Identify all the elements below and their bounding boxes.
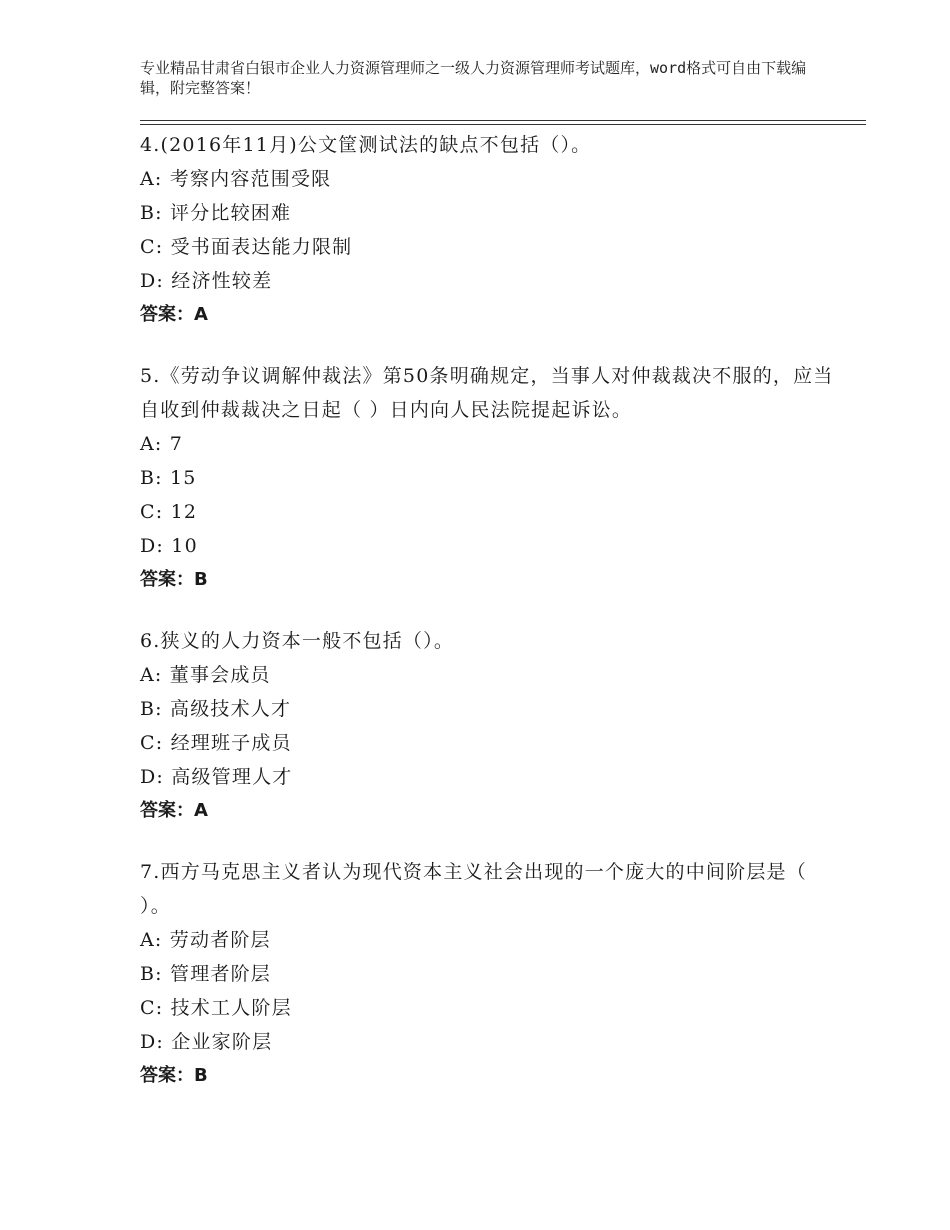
answer-label: 答案：A bbox=[140, 304, 208, 325]
question-4 bbox=[140, 128, 840, 332]
option-c: C: 12 bbox=[140, 501, 198, 523]
question-stem: 5.《劳动争议调解仲裁法》第50条明确规定，当事人对仲裁裁决不服的，应当自收到仲裁裁决之日起（ ）日内向人民法院提起诉讼。 bbox=[140, 365, 834, 421]
question-6 bbox=[140, 624, 840, 828]
option-b: B: 15 bbox=[140, 467, 197, 489]
document-header: 专业精品甘肃省白银市企业人力资源管理师之一级人力资源管理师考试题库，word格式可自由下载编辑，附完整答案！ bbox=[140, 59, 807, 97]
option-b: B: 高级技术人才 bbox=[140, 698, 292, 720]
answer-label: 答案：B bbox=[140, 1065, 208, 1086]
option-c: C: 受书面表达能力限制 bbox=[140, 236, 353, 258]
option-a: A: 考察内容范围受限 bbox=[140, 168, 332, 190]
option-a: A: 7 bbox=[140, 433, 184, 455]
question-stem: 6.狭义的人力资本一般不包括（）。 bbox=[140, 630, 455, 652]
question-5 bbox=[140, 359, 840, 597]
question-list bbox=[140, 128, 840, 1120]
option-c: C: 经理班子成员 bbox=[140, 732, 292, 754]
answer-label: 答案：B bbox=[140, 569, 208, 590]
option-a: A: 董事会成员 bbox=[140, 664, 271, 686]
header-rule-top bbox=[140, 120, 866, 121]
header-rule-bottom bbox=[140, 124, 866, 125]
option-d: D: 高级管理人才 bbox=[140, 766, 293, 788]
option-d: D: 企业家阶层 bbox=[140, 1031, 273, 1053]
option-b: B: 评分比较困难 bbox=[140, 202, 292, 224]
question-stem: 4.(2016年11月)公文筐测试法的缺点不包括（）。 bbox=[140, 134, 592, 156]
question-stem: 7.西方马克思主义者认为现代资本主义社会出现的一个庞大的中间阶层是（ ）。 bbox=[140, 861, 807, 917]
answer-label: 答案：A bbox=[140, 800, 208, 821]
option-d: D: 经济性较差 bbox=[140, 270, 273, 292]
question-7 bbox=[140, 855, 840, 1093]
option-b: B: 管理者阶层 bbox=[140, 963, 272, 985]
option-a: A: 劳动者阶层 bbox=[140, 929, 271, 951]
option-d: D: 10 bbox=[140, 535, 198, 557]
option-c: C: 技术工人阶层 bbox=[140, 997, 292, 1019]
